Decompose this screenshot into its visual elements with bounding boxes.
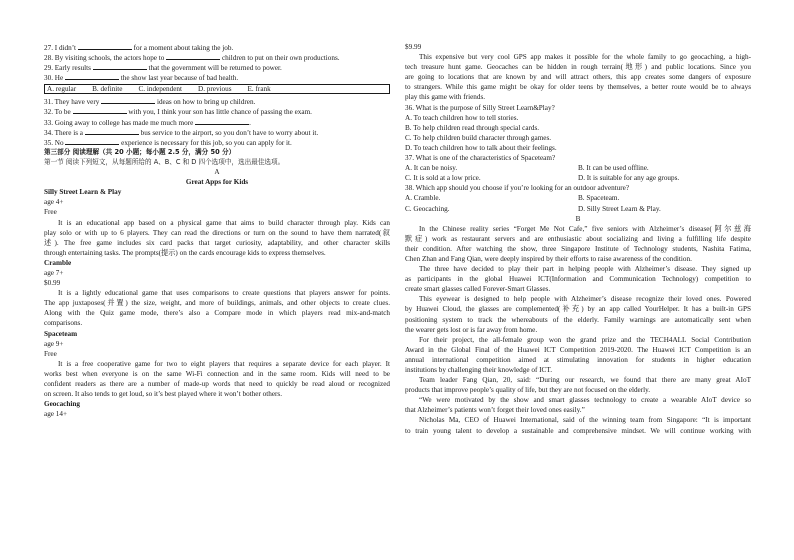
question-30: 30. He the show last year because of bad health. — [44, 74, 239, 83]
passage-line: 默症) work as restaurant servers and are enthusiastic about socializing and living a fulfilling life despite — [405, 234, 751, 243]
app-description-line: through entertaining tasks. The prompts(提示) on the cards encourage kids to express themselves. — [44, 248, 326, 257]
passage-line: This eyewear is designed to help people with Alzheimer’s disease recognize their loved ones. Powered — [419, 295, 751, 304]
app-description-line: This expensive but very cool GPS app makes it possible for the whole family to go geocaching, a high- — [419, 53, 751, 62]
answer-option[interactable]: D. It is suitable for any age groups. — [578, 174, 680, 183]
app-description-line: 述). The free game includes six card packs that target curiosity, adaptability, and other character skills — [44, 238, 390, 247]
passage-line: by Huawei Cloud, the glasses are complemented(补充) by an app called YourHelper. It has a built-in GPS — [405, 305, 751, 314]
passage-line: In the Chinese reality series “Forget Me Not Cafe,” five seniors with Alzheimer’s disease(阿尔兹海 — [419, 224, 751, 233]
passage-line: the wearer gets lost or is far away from home. — [405, 325, 538, 334]
question-32: 32. To be with you, I think your son has little chance of passing the exam. — [44, 108, 312, 117]
answer-option[interactable]: B. Spaceteam. — [578, 194, 620, 203]
passage-line: create smart glasses called Forever-Smart Glasses. — [405, 285, 551, 294]
app-description-line: It is a lightly educational game that uses comparisons to create questions that players answer for points. — [58, 289, 390, 298]
app-name: Silly Street Learn & Play — [44, 188, 122, 197]
answer-option[interactable]: A. To teach children how to tell stories. — [405, 113, 519, 122]
app-description-line: tech treasure hunt game. Geocaches can be hidden in rough terrain(地形) and public locations. Since you — [405, 63, 751, 72]
left-column — [44, 42, 390, 419]
passage-b — [405, 224, 751, 436]
option-row — [405, 163, 751, 173]
answer-option[interactable]: B. It can be used offline. — [578, 164, 649, 173]
app-description-line: Along with the Quiz game mode, there’s also a Compare mode in which players read mix-and-match — [44, 309, 390, 318]
passage-line: their condition. After watching the show, three Singapore Institute of Technology students, Nashita Fatima, — [405, 244, 751, 253]
question-34: 34. There is a bus service to the airport, so you don’t have to worry about it. — [44, 128, 319, 137]
section-instructions: 第一节 阅读下列短文，从每题所给的 A、B、C 和 D 四个选项中，选出最佳选项。 — [44, 157, 285, 166]
app-description-line: It is a free cooperative game for two to eight players that requires a separate device for each player. It — [58, 359, 390, 368]
passage-line: The three have decided to play their part in helping people with Alzheimer’s disease. They signed up — [419, 265, 751, 274]
passage-line: as participants in the global Huawei ICT(Information and Communication Technology) competition to — [405, 275, 751, 284]
question-29: 29. Early results that the government will be returned to power. — [44, 64, 282, 73]
answer-blank[interactable] — [65, 72, 119, 80]
answer-blank[interactable] — [65, 137, 119, 145]
question-28: 28. By visiting schools, the actors hope to children to put on their own productions. — [44, 54, 340, 63]
answer-option[interactable]: C. It is sold at a low price. — [405, 174, 481, 183]
question-27: 27. I didn’t for a moment about taking the job. — [44, 44, 234, 52]
passage-line: institutions by challenging their knowledge of ICT. — [405, 366, 552, 374]
answer-option[interactable]: A. It can be noisy. — [405, 164, 458, 173]
app-price: Free — [44, 208, 57, 217]
passage-line: Chen Zhan and Fang Qian, were deeply inspired by their efforts to raise awareness of the condition. — [405, 254, 692, 263]
app-age: age 9+ — [44, 339, 64, 348]
answer-option[interactable]: A. Cramble. — [405, 194, 441, 203]
answer-option[interactable]: C. To help children build character through games. — [405, 133, 552, 142]
passage-line: Nicholas Ma, CEO of Huawei International, said of the winning team from Singapore: “It is important — [419, 416, 751, 425]
word-option: E. frank — [247, 85, 271, 94]
answer-option[interactable]: D. To teach children how to talk about their feelings. — [405, 143, 557, 152]
question-38-stem: 38. Which app should you choose if you’re looking for an outdoor adventure? — [405, 184, 630, 193]
question-35: 35. No experience is necessary for this job, so you can apply for it. — [44, 138, 292, 147]
app-description-line: The app juxtaposes(并置) the size, weight, and more of buildings, animals, and other objects to create clues. — [44, 299, 390, 308]
section-title: 第三部分 阅读理解（共 20 小题；每小题 2.5 分，满分 50 分） — [44, 147, 236, 156]
passage-line: positioning system to track the whereabouts of the elderly. Family warnings are automatically sent when — [405, 315, 751, 324]
answer-blank[interactable] — [166, 52, 220, 60]
app-age: age 4+ — [44, 198, 64, 207]
app-description-line: It is an educational app based on a physical game that aims to build character through play. Kids can — [58, 218, 390, 227]
word-option: B. definite — [92, 85, 123, 94]
passage-line: Team leader Fang Qian, 20, said: “During our research, we found that there are many great AIoT — [419, 376, 751, 385]
app-description-line: on screen. It also tends to get loud, so it’s best played where it won’t bother others. — [44, 390, 283, 399]
question-31: 31. They have very ideas on how to bring up children. — [44, 98, 256, 107]
passage-line: annual international competition aimed at stimulating innovation for students in higher education — [405, 355, 751, 364]
passage-label: B — [575, 214, 581, 223]
answer-blank[interactable] — [78, 42, 132, 50]
app-name: Cramble — [44, 258, 72, 267]
passage-label: A — [214, 168, 220, 177]
app-description-line: are going to locations that are known by and will attract others, this app creates some dangers of exposure — [405, 73, 751, 82]
app-name: Geocaching — [44, 400, 80, 409]
answer-blank[interactable] — [73, 106, 127, 114]
answer-blank[interactable] — [195, 117, 249, 125]
answer-blank[interactable] — [85, 127, 139, 135]
answer-option[interactable]: C. Geocaching. — [405, 204, 450, 213]
question-33: 33. Going away to college has made me much more . — [44, 118, 251, 127]
word-bank-box — [44, 84, 390, 94]
app-description-line: play this game with friends. — [405, 93, 486, 102]
passage-line: For their project, the all-female group won the grand prize and the TECH4ALL Social Contribution — [419, 335, 751, 344]
word-option: C. independent — [138, 85, 182, 94]
right-column — [405, 42, 751, 436]
app-description-line: works best when everyone is on the same Wi-Fi connection and in the same room. Kids will need to be — [44, 369, 390, 378]
app-description-line: to strangers. While this game might be okay for older teens by themselves, a better route would be to always — [405, 83, 751, 92]
app-age: age 7+ — [44, 268, 64, 277]
passage-title: Great Apps for Kids — [185, 178, 249, 187]
answer-option[interactable]: D. Silly Street Learn & Play. — [578, 204, 661, 213]
word-option: A. regular — [47, 85, 77, 94]
app-price: $0.99 — [44, 279, 61, 288]
app-price: $9.99 — [405, 43, 422, 51]
passage-line: Award in the Global Final of the Huawei ICT Competition 2019-2020. The Huawei ICT Competition is an — [405, 345, 751, 354]
passage-line: to train young talent to develop a sustainable and comprehensive mindset. We will continue working with — [405, 426, 751, 435]
option-row — [405, 173, 751, 183]
answer-blank[interactable] — [93, 62, 147, 70]
app-description-line: comparisons. — [44, 319, 83, 328]
word-option: D. previous — [198, 85, 232, 94]
app-description-line: play solo or with up to 6 players. They can read the directions or turn on the sound to have them narrated(叙 — [44, 228, 390, 237]
app-description-line: confident readers as there are a number of made-up words that need to quickly be read aloud or recognized — [44, 380, 390, 388]
answer-option[interactable]: B. To help children read through special cards. — [405, 123, 540, 132]
option-row — [405, 193, 751, 203]
passage-line: “We were motivated by the show and smart glasses technology to create a wearable AIoT device so — [419, 396, 751, 405]
passage-line: that Alzheimer’s patients won’t forget their loved ones easily.” — [405, 406, 585, 415]
answer-blank[interactable] — [101, 96, 155, 104]
app-age: age 14+ — [44, 410, 68, 419]
question-36-stem: 36. What is the purpose of Silly Street Learn&Play? — [405, 103, 555, 112]
app-price: Free — [44, 349, 57, 358]
question-37-stem: 37. What is one of the characteristics of Spaceteam? — [405, 154, 556, 163]
option-row — [405, 204, 751, 214]
app-name: Spaceteam — [44, 329, 78, 338]
passage-line: products that improve people’s quality of life, but they are not focused on the elderly. — [405, 386, 651, 395]
